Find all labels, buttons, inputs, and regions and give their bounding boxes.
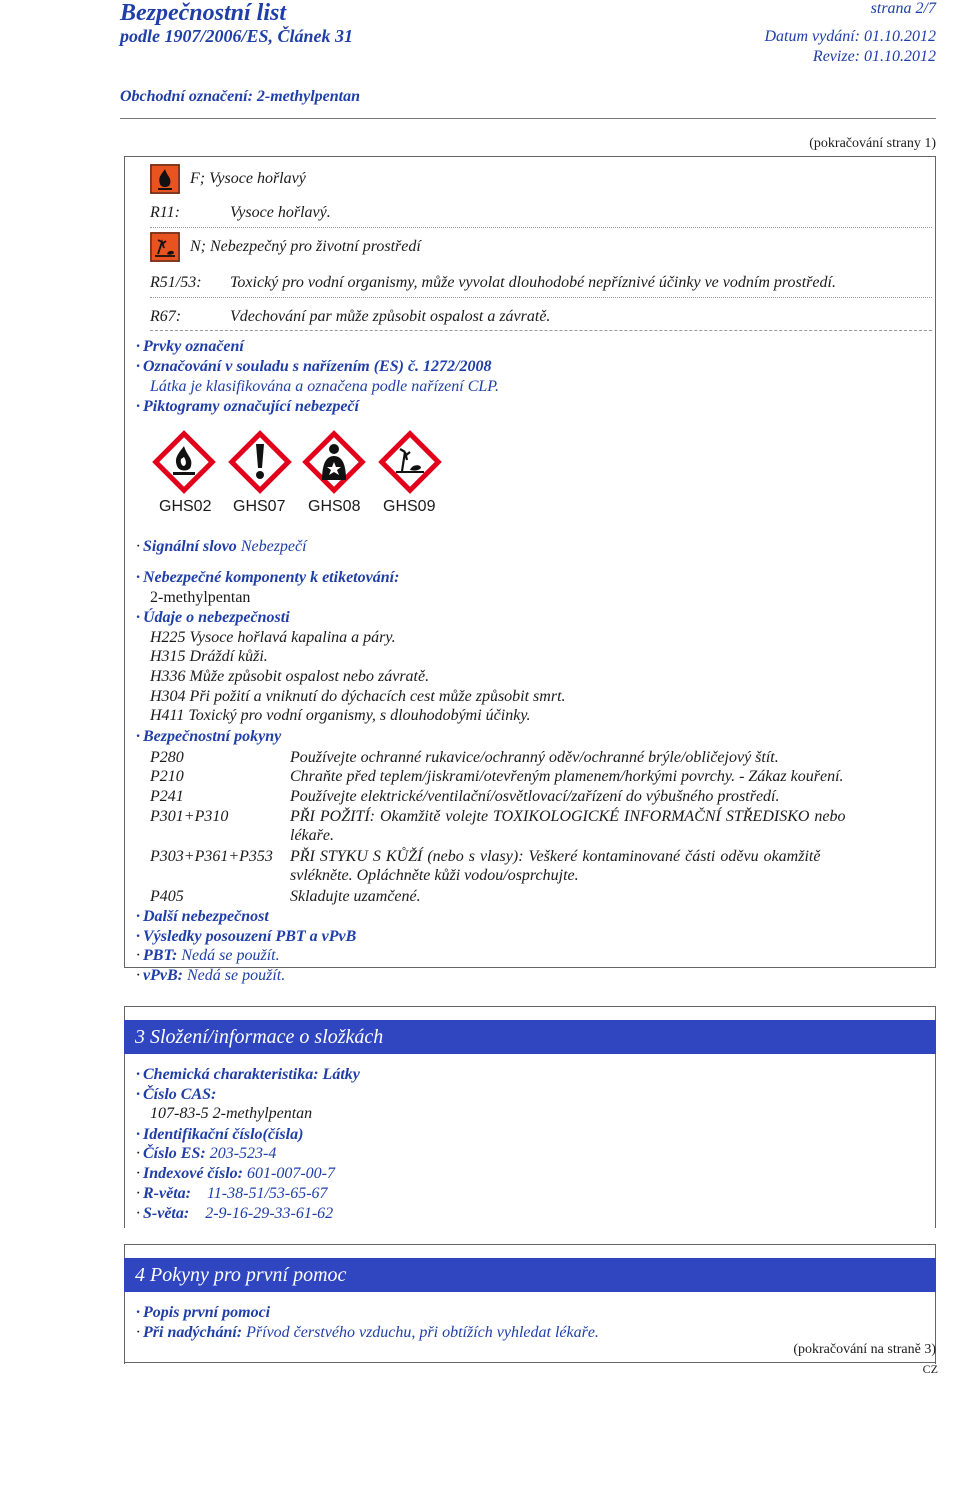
revision-date: Revize: 01.10.2012	[812, 48, 936, 65]
signal-word: · Signální slovo Nebezpečí	[136, 538, 307, 555]
continued-on: (pokračování na straně 3)	[793, 1342, 936, 1357]
r11-code: R11:	[150, 204, 180, 221]
footer-rule	[124, 1362, 936, 1363]
regulation-subtitle: podle 1907/2006/ES, Článek 31	[120, 26, 354, 46]
clp-classified-text: Látka je klasifikována a označena podle nařízení CLP.	[150, 378, 500, 395]
ghs08-health-hazard-icon	[300, 428, 368, 496]
flame-hazard-icon	[150, 164, 180, 194]
ghs08-label: GHS08	[308, 498, 361, 515]
hazard-heading: · Údaje o nebezpečnosti	[136, 609, 290, 626]
cas-value: 107-83-5 2-methylpentan	[150, 1105, 313, 1122]
section4-title: 4 Pokyny pro první pomoc	[124, 1258, 936, 1292]
r5153-text: Toxický pro vodní organismy, může vyvolat dlouhodobé nepříznivé účinky ve vodním prostředí.	[230, 274, 836, 291]
section3-title: 3 Složení/informace o složkách	[124, 1020, 936, 1054]
precaution-code: P241	[150, 788, 184, 805]
hazard-statement: H315 Dráždí kůži.	[150, 648, 268, 665]
label-elements-heading: · Prvky označení	[136, 338, 244, 355]
header-rule	[120, 118, 936, 119]
divider	[150, 227, 932, 228]
f-classification: F; Vysoce hořlavý	[190, 170, 306, 187]
precaution-text: Chraňte před teplem/jiskrami/otevřeným plamenem/horkými povrchy. - Zákaz kouření.	[290, 768, 844, 785]
component-name: 2-methylpentan	[150, 589, 251, 606]
pictograms-heading: · Piktogramy označující nebezpečí	[136, 398, 359, 415]
precaution-code: P405	[150, 888, 184, 905]
r67-text: Vdechování par může způsobit ospalost a závratě.	[230, 308, 551, 325]
identification-heading: · Identifikační číslo(čísla)	[136, 1126, 304, 1143]
page-number: strana 2/7	[870, 0, 936, 17]
divider	[150, 297, 932, 298]
hazard-statement: H411 Toxický pro vodní organismy, s dlouhodobými účinky.	[150, 707, 531, 724]
language-code: CZ	[922, 1362, 938, 1376]
cas-label: · Číslo CAS:	[136, 1086, 217, 1103]
precaution-code: P301+P310	[150, 808, 229, 825]
pbt-heading: · Výsledky posouzení PBT a vPvB	[136, 928, 357, 945]
hazard-statement: H225 Vysoce hořlavá kapalina a páry.	[150, 629, 396, 646]
trade-name: Obchodní označení: 2-methylpentan	[120, 88, 361, 105]
precaution-text: PŘI STYKU S KŮŽÍ (nebo s vlasy): Veškeré kontaminované části oděvu okamžitě	[290, 848, 821, 865]
pbt-row: · PBT: Nedá se použít.	[136, 947, 280, 964]
precaution-code: P210	[150, 768, 184, 785]
first-aid-desc: · Popis první pomoci	[136, 1304, 271, 1321]
precaution-code: P303+P361+P353	[150, 848, 273, 865]
r11-text: Vysoce hořlavý.	[230, 204, 331, 221]
r-phrases: · R-věta: 11-38-51/53-65-67	[136, 1185, 328, 1202]
precaution-text: PŘI POŽITÍ: Okamžitě volejte TOXIKOLOGICKÉ INFORMAČNÍ STŘEDISKO nebo	[290, 808, 846, 825]
components-heading: · Nebezpečné komponenty k etiketování:	[136, 569, 400, 586]
hazard-statement: H304 Při požití a vniknutí do dýchacích cest může způsobit smrt.	[150, 688, 566, 705]
environment-hazard-icon	[150, 232, 180, 262]
continued-from: (pokračování strany 1)	[809, 136, 936, 151]
hazard-statement: H336 Může způsobit ospalost nebo závratě.	[150, 668, 430, 685]
n-classification: N; Nebezpečný pro životní prostředí	[190, 238, 421, 255]
precaution-text-continued: lékaře.	[290, 827, 334, 844]
ghs09-environment-icon	[376, 428, 444, 496]
ghs02-flame-icon	[150, 428, 218, 496]
other-hazard-heading: · Další nebezpečnost	[136, 908, 269, 925]
ghs07-exclamation-icon	[226, 428, 294, 496]
s-phrases: · S-věta: 2-9-16-29-33-61-62	[136, 1205, 334, 1222]
precaution-text: Používejte ochranné rukavice/ochranný oděv/ochranné brýle/obličejový štít.	[290, 749, 779, 766]
es-number: · Číslo ES: 203-523-4	[136, 1145, 277, 1162]
precaution-text: Skladujte uzamčené.	[290, 888, 421, 905]
precaution-text: Používejte elektrické/ventilační/osvětlovací/zařízení do výbušného prostředí.	[290, 788, 780, 805]
chemical-char: · Chemická charakteristika: Látky	[136, 1066, 360, 1083]
ghs07-label: GHS07	[233, 498, 286, 515]
divider	[150, 330, 932, 331]
issue-date: Datum vydání: 01.10.2012	[764, 28, 936, 45]
clp-heading: · Označování v souladu s nařízením (ES) č. 1272/2008	[136, 358, 492, 375]
vpvb-row: · vPvB: Nedá se použít.	[136, 967, 286, 984]
ghs09-label: GHS09	[383, 498, 436, 515]
precaution-heading: · Bezpečnostní pokyny	[136, 728, 282, 745]
precaution-code: P280	[150, 749, 184, 766]
document-title: Bezpečnostní list	[120, 0, 287, 26]
inhalation-row: · Při nadýchání: Přívod čerstvého vzduchu, při obtížích vyhledat lékaře.	[136, 1324, 599, 1341]
precaution-text-continued: svlékněte. Opláchněte kůži vodou/osprchujte.	[290, 867, 579, 884]
ghs02-label: GHS02	[159, 498, 212, 515]
r5153-code: R51/53:	[150, 274, 202, 291]
r67-code: R67:	[150, 308, 182, 325]
index-number: · Indexové číslo: 601-007-00-7	[136, 1165, 335, 1182]
